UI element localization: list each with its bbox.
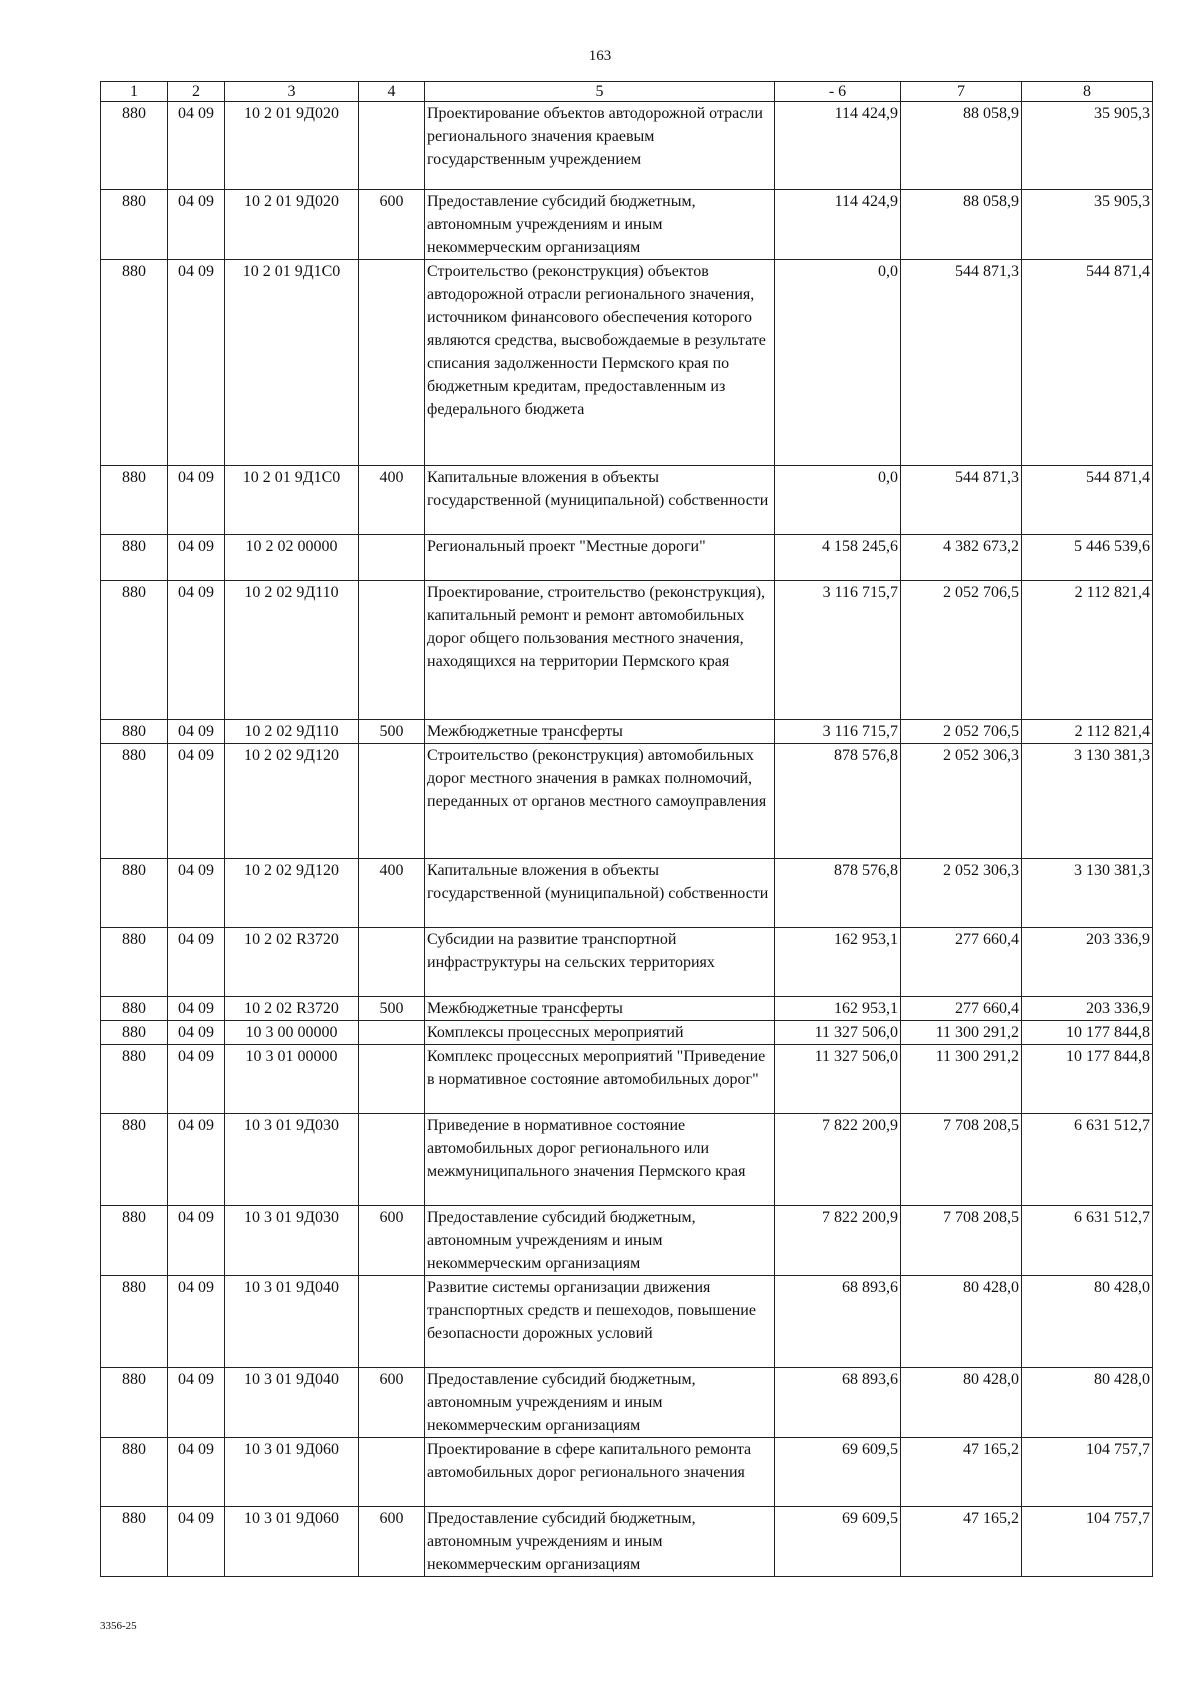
cell-admin-code: 880 xyxy=(101,1438,168,1507)
cell-target-code: 10 2 02 00000 xyxy=(225,535,359,581)
header-col-1: 1 xyxy=(101,82,168,102)
cell-target-code: 10 2 02 9Д110 xyxy=(225,581,359,720)
cell-admin-code: 880 xyxy=(101,102,168,190)
header-col-3: 3 xyxy=(225,82,359,102)
cell-amount-8: 10 177 844,8 xyxy=(1022,1045,1153,1114)
cell-amount-6: 114 424,9 xyxy=(775,102,901,190)
cell-amount-6: 7 822 200,9 xyxy=(775,1206,901,1276)
cell-expense-type xyxy=(359,102,425,190)
cell-amount-7: 544 871,3 xyxy=(901,466,1022,535)
cell-amount-7: 80 428,0 xyxy=(901,1276,1022,1368)
cell-expense-type xyxy=(359,581,425,720)
cell-amount-7: 277 660,4 xyxy=(901,997,1022,1021)
cell-description: Развитие системы организации движения транспортных средств и пешеходов, повышение безопасности дорожных условий xyxy=(425,1276,775,1368)
cell-amount-8: 35 905,3 xyxy=(1022,190,1153,260)
table-row xyxy=(101,997,1153,1021)
cell-admin-code: 880 xyxy=(101,260,168,466)
cell-target-code: 10 2 02 R3720 xyxy=(225,928,359,997)
cell-section-code: 04 09 xyxy=(168,190,225,260)
table-row xyxy=(101,859,1153,928)
cell-amount-6: 68 893,6 xyxy=(775,1276,901,1368)
cell-section-code: 04 09 xyxy=(168,1507,225,1577)
cell-amount-7: 88 058,9 xyxy=(901,190,1022,260)
cell-target-code: 10 3 01 00000 xyxy=(225,1045,359,1114)
cell-target-code: 10 3 01 9Д030 xyxy=(225,1206,359,1276)
cell-amount-8: 10 177 844,8 xyxy=(1022,1021,1153,1045)
cell-expense-type xyxy=(359,260,425,466)
header-row xyxy=(101,82,1153,102)
cell-description: Предоставление субсидий бюджетным, автономным учреждениям и иным некоммерческим организациям xyxy=(425,190,775,260)
cell-expense-type: 600 xyxy=(359,190,425,260)
cell-expense-type xyxy=(359,1045,425,1114)
table-row xyxy=(101,720,1153,744)
cell-expense-type: 600 xyxy=(359,1368,425,1438)
cell-amount-7: 2 052 706,5 xyxy=(901,581,1022,720)
cell-description: Проектирование в сфере капитального ремонта автомобильных дорог регионального значения xyxy=(425,1438,775,1507)
cell-amount-8: 80 428,0 xyxy=(1022,1276,1153,1368)
footer-document-code: 3356-25 xyxy=(100,1620,137,1632)
cell-amount-7: 7 708 208,5 xyxy=(901,1114,1022,1206)
cell-expense-type xyxy=(359,535,425,581)
cell-target-code: 10 3 01 9Д040 xyxy=(225,1276,359,1368)
cell-amount-6: 69 609,5 xyxy=(775,1507,901,1577)
header-col-7: 7 xyxy=(901,82,1022,102)
cell-admin-code: 880 xyxy=(101,1507,168,1577)
table-row xyxy=(101,260,1153,466)
cell-amount-7: 2 052 306,3 xyxy=(901,859,1022,928)
cell-amount-8: 203 336,9 xyxy=(1022,997,1153,1021)
cell-target-code: 10 3 01 9Д030 xyxy=(225,1114,359,1206)
cell-amount-6: 7 822 200,9 xyxy=(775,1114,901,1206)
cell-section-code: 04 09 xyxy=(168,260,225,466)
cell-amount-8: 3 130 381,3 xyxy=(1022,744,1153,859)
cell-target-code: 10 3 01 9Д040 xyxy=(225,1368,359,1438)
table-row xyxy=(101,744,1153,859)
cell-amount-7: 47 165,2 xyxy=(901,1438,1022,1507)
cell-amount-8: 203 336,9 xyxy=(1022,928,1153,997)
cell-amount-6: 68 893,6 xyxy=(775,1368,901,1438)
cell-target-code: 10 2 02 R3720 xyxy=(225,997,359,1021)
cell-amount-6: 11 327 506,0 xyxy=(775,1021,901,1045)
cell-amount-7: 11 300 291,2 xyxy=(901,1045,1022,1114)
cell-admin-code: 880 xyxy=(101,1276,168,1368)
cell-description: Предоставление субсидий бюджетным, автономным учреждениям и иным некоммерческим организациям xyxy=(425,1507,775,1577)
cell-section-code: 04 09 xyxy=(168,1045,225,1114)
cell-description: Межбюджетные трансферты xyxy=(425,997,775,1021)
cell-amount-6: 162 953,1 xyxy=(775,997,901,1021)
cell-description: Предоставление субсидий бюджетным, автономным учреждениям и иным некоммерческим организациям xyxy=(425,1206,775,1276)
table-row xyxy=(101,1507,1153,1577)
cell-amount-6: 69 609,5 xyxy=(775,1438,901,1507)
cell-admin-code: 880 xyxy=(101,997,168,1021)
table-row xyxy=(101,928,1153,997)
cell-target-code: 10 2 01 9Д020 xyxy=(225,102,359,190)
table-row xyxy=(101,535,1153,581)
budget-table xyxy=(100,81,1153,1577)
cell-admin-code: 880 xyxy=(101,744,168,859)
cell-amount-8: 2 112 821,4 xyxy=(1022,581,1153,720)
cell-admin-code: 880 xyxy=(101,1021,168,1045)
cell-amount-6: 3 116 715,7 xyxy=(775,720,901,744)
cell-target-code: 10 3 01 9Д060 xyxy=(225,1507,359,1577)
cell-expense-type xyxy=(359,1276,425,1368)
header-col-6: - 6 xyxy=(775,82,901,102)
cell-target-code: 10 2 01 9Д1С0 xyxy=(225,466,359,535)
table-row xyxy=(101,1276,1153,1368)
table-row xyxy=(101,1045,1153,1114)
cell-admin-code: 880 xyxy=(101,466,168,535)
cell-amount-8: 80 428,0 xyxy=(1022,1368,1153,1438)
cell-target-code: 10 3 00 00000 xyxy=(225,1021,359,1045)
table-row xyxy=(101,190,1153,260)
table-body xyxy=(101,102,1153,1577)
cell-section-code: 04 09 xyxy=(168,1276,225,1368)
cell-amount-6: 11 327 506,0 xyxy=(775,1045,901,1114)
cell-expense-type xyxy=(359,1021,425,1045)
cell-amount-8: 2 112 821,4 xyxy=(1022,720,1153,744)
table-row xyxy=(101,1114,1153,1206)
cell-section-code: 04 09 xyxy=(168,720,225,744)
cell-target-code: 10 3 01 9Д060 xyxy=(225,1438,359,1507)
header-col-8: 8 xyxy=(1022,82,1153,102)
cell-amount-8: 3 130 381,3 xyxy=(1022,859,1153,928)
cell-expense-type xyxy=(359,1114,425,1206)
cell-amount-6: 4 158 245,6 xyxy=(775,535,901,581)
cell-amount-8: 5 446 539,6 xyxy=(1022,535,1153,581)
cell-section-code: 04 09 xyxy=(168,466,225,535)
cell-section-code: 04 09 xyxy=(168,744,225,859)
cell-expense-type xyxy=(359,1438,425,1507)
cell-amount-6: 162 953,1 xyxy=(775,928,901,997)
cell-amount-6: 0,0 xyxy=(775,260,901,466)
cell-section-code: 04 09 xyxy=(168,1438,225,1507)
cell-description: Приведение в нормативное состояние автомобильных дорог регионального или межмуниципального значения Пермского края xyxy=(425,1114,775,1206)
cell-section-code: 04 09 xyxy=(168,1021,225,1045)
cell-description: Субсидии на развитие транспортной инфраструктуры на сельских территориях xyxy=(425,928,775,997)
cell-expense-type xyxy=(359,744,425,859)
cell-amount-6: 878 576,8 xyxy=(775,859,901,928)
cell-amount-7: 11 300 291,2 xyxy=(901,1021,1022,1045)
cell-description: Капитальные вложения в объекты государственной (муниципальной) собственности xyxy=(425,859,775,928)
cell-amount-7: 2 052 706,5 xyxy=(901,720,1022,744)
cell-expense-type: 500 xyxy=(359,997,425,1021)
cell-description: Комплекс процессных мероприятий "Приведение в нормативное состояние автомобильных дорог" xyxy=(425,1045,775,1114)
cell-section-code: 04 09 xyxy=(168,1206,225,1276)
cell-amount-7: 80 428,0 xyxy=(901,1368,1022,1438)
cell-target-code: 10 2 02 9Д110 xyxy=(225,720,359,744)
cell-description: Проектирование, строительство (реконструкция), капитальный ремонт и ремонт автомобильных дорог общего пользования местного значения, находящихся на территории Пермского края xyxy=(425,581,775,720)
cell-amount-7: 88 058,9 xyxy=(901,102,1022,190)
cell-admin-code: 880 xyxy=(101,535,168,581)
cell-admin-code: 880 xyxy=(101,581,168,720)
cell-section-code: 04 09 xyxy=(168,1368,225,1438)
cell-amount-6: 3 116 715,7 xyxy=(775,581,901,720)
cell-section-code: 04 09 xyxy=(168,535,225,581)
cell-amount-8: 544 871,4 xyxy=(1022,466,1153,535)
cell-expense-type: 600 xyxy=(359,1507,425,1577)
cell-section-code: 04 09 xyxy=(168,1114,225,1206)
cell-section-code: 04 09 xyxy=(168,102,225,190)
cell-amount-7: 544 871,3 xyxy=(901,260,1022,466)
cell-description: Строительство (реконструкция) автомобильных дорог местного значения в рамках полномочий, переданных от органов местного самоуправления xyxy=(425,744,775,859)
cell-description: Предоставление субсидий бюджетным, автономным учреждениям и иным некоммерческим организациям xyxy=(425,1368,775,1438)
cell-amount-8: 104 757,7 xyxy=(1022,1507,1153,1577)
cell-amount-6: 0,0 xyxy=(775,466,901,535)
cell-amount-7: 7 708 208,5 xyxy=(901,1206,1022,1276)
cell-amount-7: 47 165,2 xyxy=(901,1507,1022,1577)
header-col-5: 5 xyxy=(425,82,775,102)
cell-admin-code: 880 xyxy=(101,720,168,744)
cell-amount-8: 6 631 512,7 xyxy=(1022,1206,1153,1276)
table-row xyxy=(101,1438,1153,1507)
table-row xyxy=(101,1368,1153,1438)
cell-description: Комплексы процессных мероприятий xyxy=(425,1021,775,1045)
cell-description: Региональный проект "Местные дороги" xyxy=(425,535,775,581)
cell-section-code: 04 09 xyxy=(168,997,225,1021)
cell-admin-code: 880 xyxy=(101,1045,168,1114)
cell-admin-code: 880 xyxy=(101,859,168,928)
table-row xyxy=(101,102,1153,190)
table-row xyxy=(101,1206,1153,1276)
cell-expense-type: 400 xyxy=(359,466,425,535)
cell-target-code: 10 2 01 9Д020 xyxy=(225,190,359,260)
cell-expense-type: 600 xyxy=(359,1206,425,1276)
cell-description: Проектирование объектов автодорожной отрасли регионального значения краевым государственным учреждением xyxy=(425,102,775,190)
cell-target-code: 10 2 02 9Д120 xyxy=(225,744,359,859)
cell-target-code: 10 2 02 9Д120 xyxy=(225,859,359,928)
cell-expense-type: 500 xyxy=(359,720,425,744)
header-col-4: 4 xyxy=(359,82,425,102)
cell-amount-8: 544 871,4 xyxy=(1022,260,1153,466)
page-number: 163 xyxy=(588,48,612,64)
cell-amount-8: 6 631 512,7 xyxy=(1022,1114,1153,1206)
cell-admin-code: 880 xyxy=(101,928,168,997)
cell-admin-code: 880 xyxy=(101,190,168,260)
cell-description: Строительство (реконструкция) объектов автодорожной отрасли регионального значения, источником финансового обеспечения которого являются средства, высвобождаемые в результате списания задолженности Пермского края по бюджетным кредитам, предоставленным из федерального бюджета xyxy=(425,260,775,466)
header-col-2: 2 xyxy=(168,82,225,102)
cell-amount-7: 2 052 306,3 xyxy=(901,744,1022,859)
cell-amount-8: 35 905,3 xyxy=(1022,102,1153,190)
cell-expense-type xyxy=(359,928,425,997)
cell-section-code: 04 09 xyxy=(168,928,225,997)
cell-admin-code: 880 xyxy=(101,1206,168,1276)
cell-admin-code: 880 xyxy=(101,1368,168,1438)
cell-description: Межбюджетные трансферты xyxy=(425,720,775,744)
cell-section-code: 04 09 xyxy=(168,581,225,720)
table-row xyxy=(101,466,1153,535)
cell-admin-code: 880 xyxy=(101,1114,168,1206)
cell-amount-7: 4 382 673,2 xyxy=(901,535,1022,581)
table-row xyxy=(101,1021,1153,1045)
cell-amount-6: 114 424,9 xyxy=(775,190,901,260)
cell-amount-7: 277 660,4 xyxy=(901,928,1022,997)
cell-target-code: 10 2 01 9Д1С0 xyxy=(225,260,359,466)
cell-section-code: 04 09 xyxy=(168,859,225,928)
cell-expense-type: 400 xyxy=(359,859,425,928)
table-row xyxy=(101,581,1153,720)
cell-description: Капитальные вложения в объекты государственной (муниципальной) собственности xyxy=(425,466,775,535)
cell-amount-8: 104 757,7 xyxy=(1022,1438,1153,1507)
cell-amount-6: 878 576,8 xyxy=(775,744,901,859)
